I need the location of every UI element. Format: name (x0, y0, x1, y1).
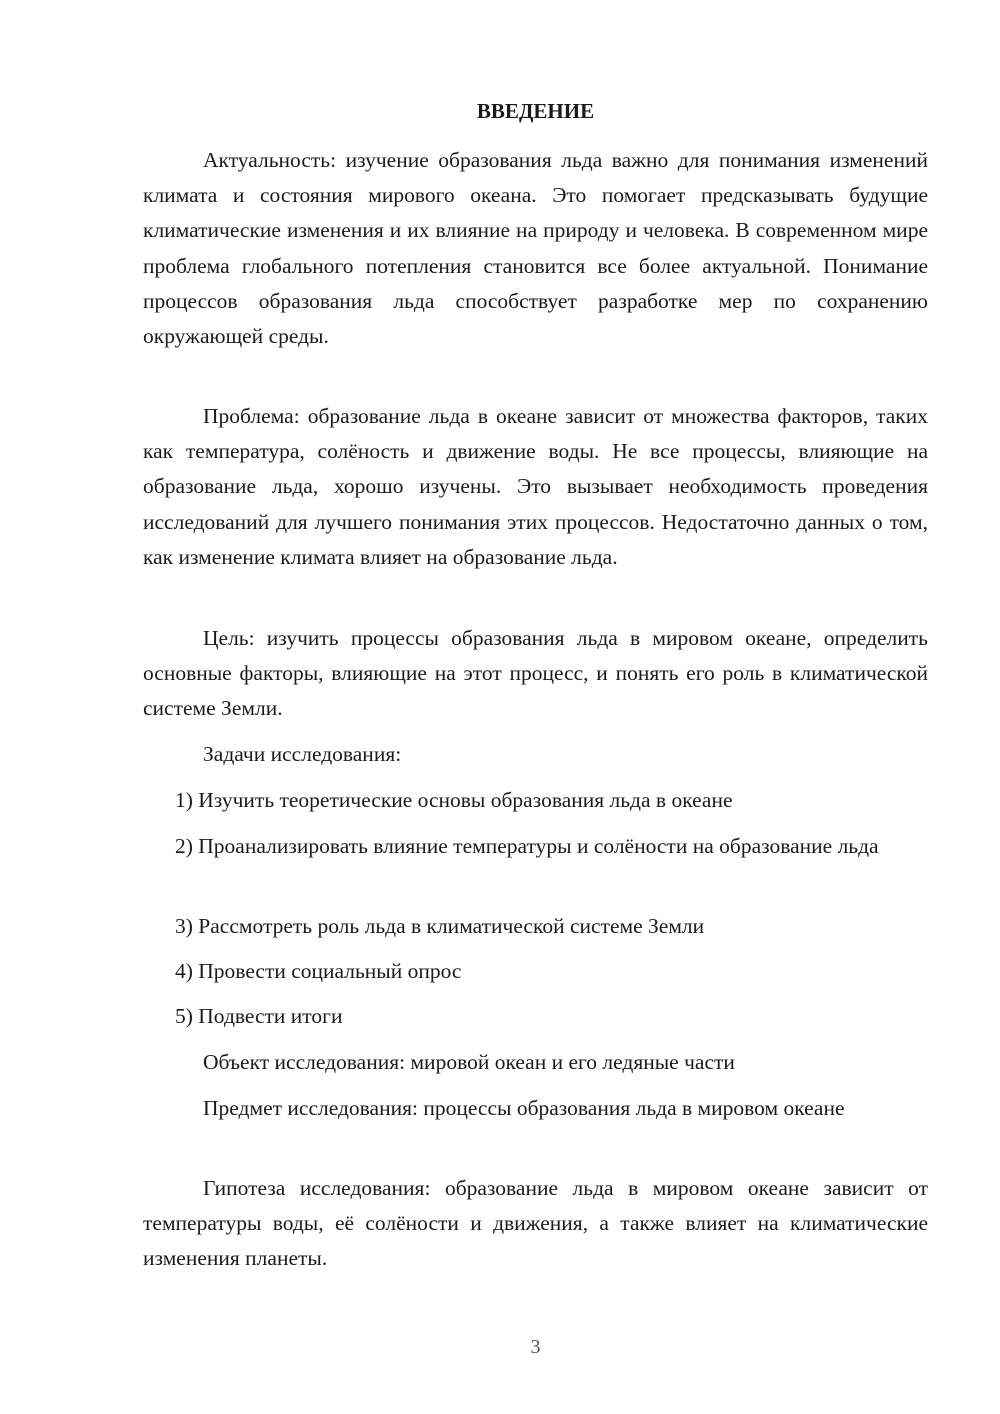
subject-paragraph: Предмет исследования: процессы образования льда в мировом океане (203, 1096, 845, 1120)
task-item-2: 2) Проанализировать влияние температуры и солёности на образование льда (175, 834, 879, 858)
page-number: 3 (530, 1336, 541, 1358)
task-item-3: 3) Рассмотреть роль льда в климатической системе Земли (175, 914, 705, 938)
relevance-paragraph: Актуальность: изучение образования льда важно для понимания изменений климата и состояния мирового океана. Это помогает предсказывать будущие климатические изменения и их влияние на природу и человека. В современном мире проблема глобального потепления становится все более актуальной. Понимание процессов образования льда способствует разработке мер по сохранению окружающей среды. (143, 148, 928, 349)
problem-paragraph: Проблема: образование льда в океане зависит от множества факторов, таких как температура, солёность и движение воды. Не все процессы, влияющие на образование льда, хорошо изучены. Это вызывает необходимость проведения исследований для лучшего понимания этих процессов. Недостаточно данных о том, как изменение климата влияет на образование льда. (143, 404, 928, 569)
section-heading: ВВЕДЕНИЕ (476, 99, 595, 123)
task-item-4: 4) Провести социальный опрос (175, 959, 462, 983)
object-paragraph: Объект исследования: мировой океан и его ледяные части (203, 1050, 735, 1074)
tasks-title: Задачи исследования: (203, 742, 402, 766)
task-item-5: 5) Подвести итоги (175, 1004, 343, 1028)
task-item-1: 1) Изучить теоретические основы образования льда в океане (175, 788, 733, 812)
hypothesis-paragraph: Гипотеза исследования: образование льда в мировом океане зависит от температуры воды, её солёности и движения, а также влияет на климатические изменения планеты. (143, 1176, 928, 1271)
goal-paragraph: Цель: изучить процессы образования льда в мировом океане, определить основные факторы, влияющие на этот процесс, и понять его роль в климатической системе Земли. (143, 626, 928, 721)
